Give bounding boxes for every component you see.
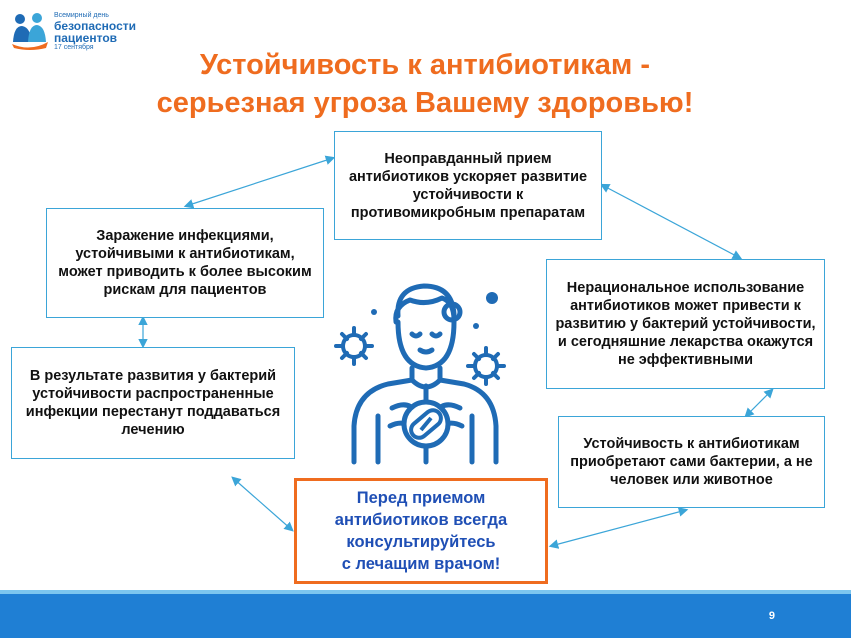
box-left-bottom: В результате развития у бактерий устойчивости распространенные инфекции перестанут поддаваться лечению	[11, 347, 295, 459]
arrow-rightbottom-cta	[551, 510, 686, 546]
page-number: 9	[768, 610, 775, 622]
bacteria-dot	[473, 323, 479, 329]
footer-stripe	[0, 590, 851, 594]
arrow-righttop-rightbottom	[746, 390, 772, 416]
bacteria-dot	[486, 292, 498, 304]
arrow-top-righttop	[602, 185, 740, 258]
bacteria-dot	[371, 309, 377, 315]
bacteria-icon	[336, 328, 372, 364]
arrow-top-lefttop	[186, 158, 333, 206]
bacteria-icon	[468, 348, 504, 384]
box-right-bottom: Устойчивость к антибиотикам приобретают сами бактерии, а не человек или животное	[558, 416, 825, 508]
arrow-leftbottom-cta	[233, 478, 292, 530]
footer-bar	[0, 590, 851, 638]
cta-line4: с лечащим врачом!	[341, 555, 501, 573]
box-right-top: Нерациональное использование антибиотиков может привести к развитию у бактерий устойчивости, и сегодняшние лекарства окажутся не эффективными	[546, 259, 825, 389]
logo-line3: пациентов	[54, 31, 118, 45]
cta-box	[294, 478, 548, 584]
title-line1: Устойчивость к антибиотикам -	[199, 49, 651, 81]
title-line2: серьезная угроза Вашему здоровью!	[156, 87, 694, 119]
logo-people-icon	[10, 12, 50, 50]
logo-line4: 17 сентября	[54, 44, 94, 51]
pill-icon	[404, 402, 448, 446]
cta-line3: консультируйтесь	[346, 533, 496, 551]
patient-icon	[326, 276, 516, 466]
cta-line1: Перед приемом	[356, 489, 486, 507]
box-left-top: Заражение инфекциями, устойчивыми к антибиотикам, может приводить к более высоким рискам для пациентов	[46, 208, 324, 318]
logo-line2: безопасности	[54, 19, 137, 33]
logo-line1: Всемирный день	[54, 12, 109, 19]
cta-line2: антибиотиков всегда	[334, 511, 508, 529]
box-top: Неоправданный прием антибиотиков ускоряет развитие устойчивости к противомикробным препаратам	[334, 131, 602, 240]
